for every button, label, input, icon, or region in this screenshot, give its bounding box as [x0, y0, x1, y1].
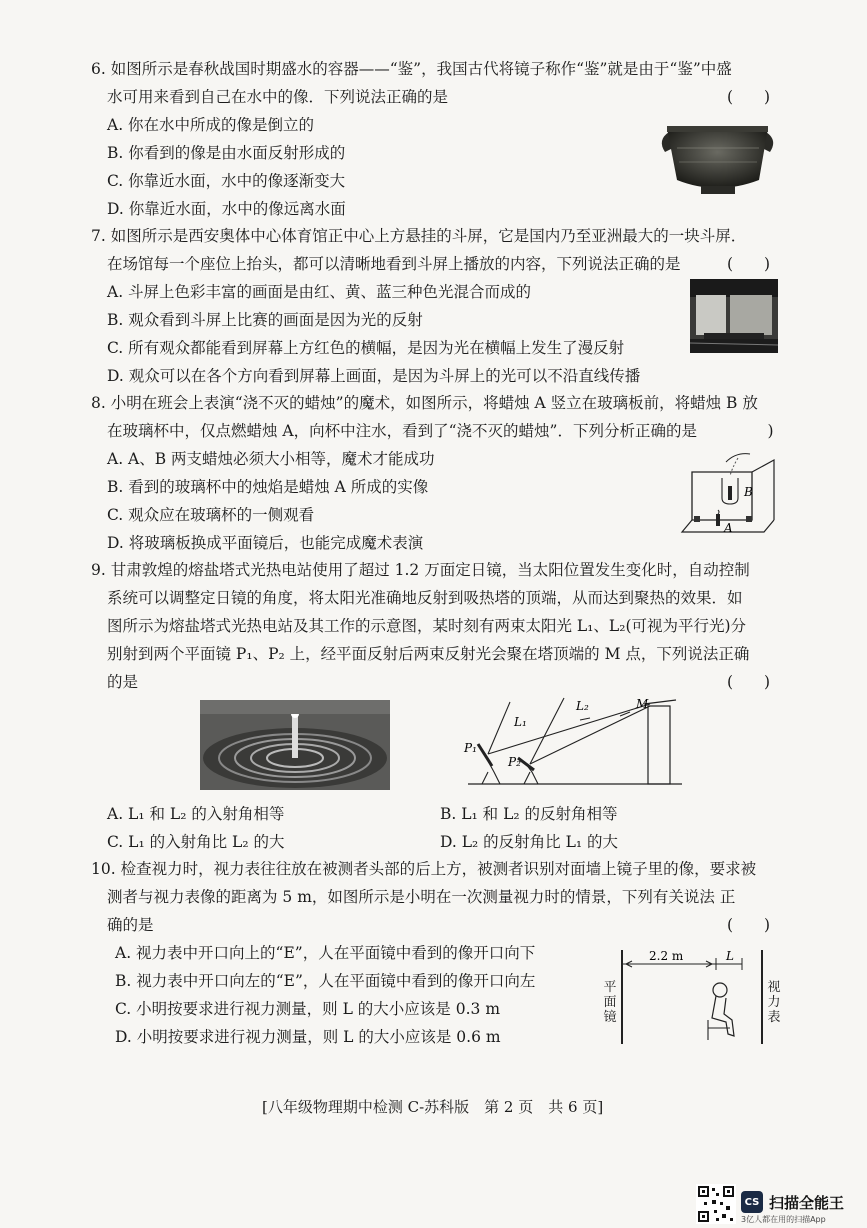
scanner-brand	[741, 1191, 844, 1213]
length-l-label: L	[726, 949, 734, 963]
q8-answer-bracket: )	[752, 422, 774, 440]
arena-screen-image	[690, 279, 778, 353]
q8-stem-line-1: 8. 小明在班会上表演“浇不灭的蜡烛”的魔术，如图所示，将蜡烛 A 竖立在玻璃板前，将蜡烛 B 放	[91, 394, 758, 412]
eye-chart-label: 视力表	[767, 980, 781, 1025]
q9-option-b: B. L₁ 和 L₂ 的反射角相等	[440, 805, 618, 823]
mirror-p2-label: P₂	[508, 755, 521, 769]
scanner-app-name: 扫描全能王	[769, 1193, 845, 1212]
q7-option-a: A. 斗屏上色彩丰富的画面是由红、黄、蓝三种色光混合而成的	[107, 283, 532, 301]
scanner-tagline: 3亿人都在用的扫描App	[741, 1215, 826, 1224]
eye-test-diagram	[596, 944, 786, 1048]
q8-stem-line-2: 在玻璃杯中，仅点燃蜡烛 A，向杯中注水，看到了“浇不灭的蜡烛”．下列分析正确的是	[107, 422, 697, 440]
scanner-logo-icon: CS	[741, 1191, 763, 1213]
q10-stem-line-1: 10. 检查视力时，视力表往往放在被测者头部的后上方，被测者识别对面墙上镜子里的像，要求被	[91, 860, 757, 878]
solar-plant-photo	[200, 700, 390, 790]
q6-stem-line-2: 水可用来看到自己在水中的像．下列说法正确的是	[107, 88, 449, 106]
q7-option-d: D. 观众可以在各个方向看到屏幕上画面，是因为斗屏上的光可以不沿直线传播	[107, 367, 641, 385]
q9-stem-line-1: 9. 甘肃敦煌的熔盐塔式光热电站使用了超过 1.2 万面定日镜，当太阳位置发生变化时，自动控制	[91, 561, 750, 579]
point-m-label: M	[636, 697, 649, 711]
solar-tower-diagram	[460, 692, 690, 792]
q6-option-d: D. 你靠近水面，水中的像远离水面	[107, 200, 346, 218]
q9-stem-line-2: 系统可以调整定日镜的角度，将太阳光准确地反射到吸热塔的顶端，从而达到聚热的效果．如	[107, 589, 743, 607]
mirror-p1-label: P₁	[464, 741, 477, 755]
q8-option-d: D. 将玻璃板换成平面镜后，也能完成魔术表演	[107, 534, 424, 552]
candle-b-label: B	[744, 485, 753, 499]
q10-stem-line-2: 测者与视力表像的距离为 5 m，如图所示是小明在一次测量视力时的情景，下列有关说法 正	[107, 888, 736, 906]
q7-option-c: C. 所有观众都能看到屏幕上方红色的横幅，是因为光在横幅上发生了漫反射	[107, 339, 625, 357]
qr-code-icon	[696, 1184, 736, 1224]
q10-option-b: B. 视力表中开口向左的“E”，人在平面镜中看到的像开口向左	[115, 972, 536, 990]
ray-l1-label: L₁	[514, 715, 527, 729]
plane-mirror-label: 平面镜	[603, 980, 617, 1025]
page-footer: [八年级物理期中检测 C-苏科版 第 2 页 共 6 页]	[262, 1098, 604, 1116]
q10-answer-bracket: ( )	[727, 916, 771, 934]
q9-option-c: C. L₁ 的入射角比 L₂ 的大	[107, 833, 285, 851]
q6-option-b: B. 你看到的像是由水面反射形成的	[107, 144, 346, 162]
q7-stem-line-1: 7. 如图所示是西安奥体中心体育馆正中心上方悬挂的斗屏，它是国内乃至亚洲最大的一块斗屏．	[91, 227, 747, 245]
q9-option-a: A. L₁ 和 L₂ 的入射角相等	[107, 805, 285, 823]
q6-option-c: C. 你靠近水面，水中的像逐渐变大	[107, 172, 346, 190]
q8-option-c: C. 观众应在玻璃杯的一侧观看	[107, 506, 315, 524]
q7-answer-bracket: ( )	[727, 255, 771, 273]
q8-option-a: A. A、B 两支蜡烛必须大小相等，魔术才能成功	[107, 450, 435, 468]
q7-stem-line-2: 在场馆每一个座位上抬头，都可以清晰地看到斗屏上播放的内容，下列说法正确的是	[107, 255, 681, 273]
q10-option-c: C. 小明按要求进行视力测量，则 L 的大小应该是 0.3 m	[115, 1000, 501, 1018]
q10-option-a: A. 视力表中开口向上的“E”，人在平面镜中看到的像开口向下	[115, 944, 536, 962]
q6-option-a: A. 你在水中所成的像是倒立的	[107, 116, 315, 134]
q7-option-b: B. 观众看到斗屏上比赛的画面是因为光的反射	[107, 311, 423, 329]
q6-answer-bracket: ( )	[727, 88, 771, 106]
q10-stem-line-3: 确的是	[107, 916, 154, 934]
distance-label: 2.2 m	[649, 949, 684, 963]
q9-option-d: D. L₂ 的反射角比 L₁ 的大	[440, 833, 619, 851]
q9-answer-bracket: ( )	[727, 673, 771, 691]
candle-magic-diagram	[680, 446, 780, 538]
bronze-vessel-image	[655, 114, 780, 202]
q8-option-b: B. 看到的玻璃杯中的烛焰是蜡烛 A 所成的实像	[107, 478, 429, 496]
q10-option-d: D. 小明按要求进行视力测量，则 L 的大小应该是 0.6 m	[115, 1028, 501, 1046]
ray-l2-label: L₂	[576, 699, 589, 713]
candle-a-label: A	[724, 521, 733, 535]
q9-stem-line-4: 别射到两个平面镜 P₁、P₂ 上，经平面反射后两束反射光会聚在塔顶端的 M 点，下列说法正确	[107, 645, 750, 663]
q6-stem-line-1: 6. 如图所示是春秋战国时期盛水的容器——“鉴”，我国古代将镜子称作“鉴”就是由于“鉴”中盛	[91, 60, 732, 78]
q9-stem-line-3: 图所示为熔盐塔式光热电站及其工作的示意图，某时刻有两束太阳光 L₁、L₂(可视为平行光)分	[107, 617, 747, 635]
q9-stem-line-5: 的是	[107, 673, 139, 691]
